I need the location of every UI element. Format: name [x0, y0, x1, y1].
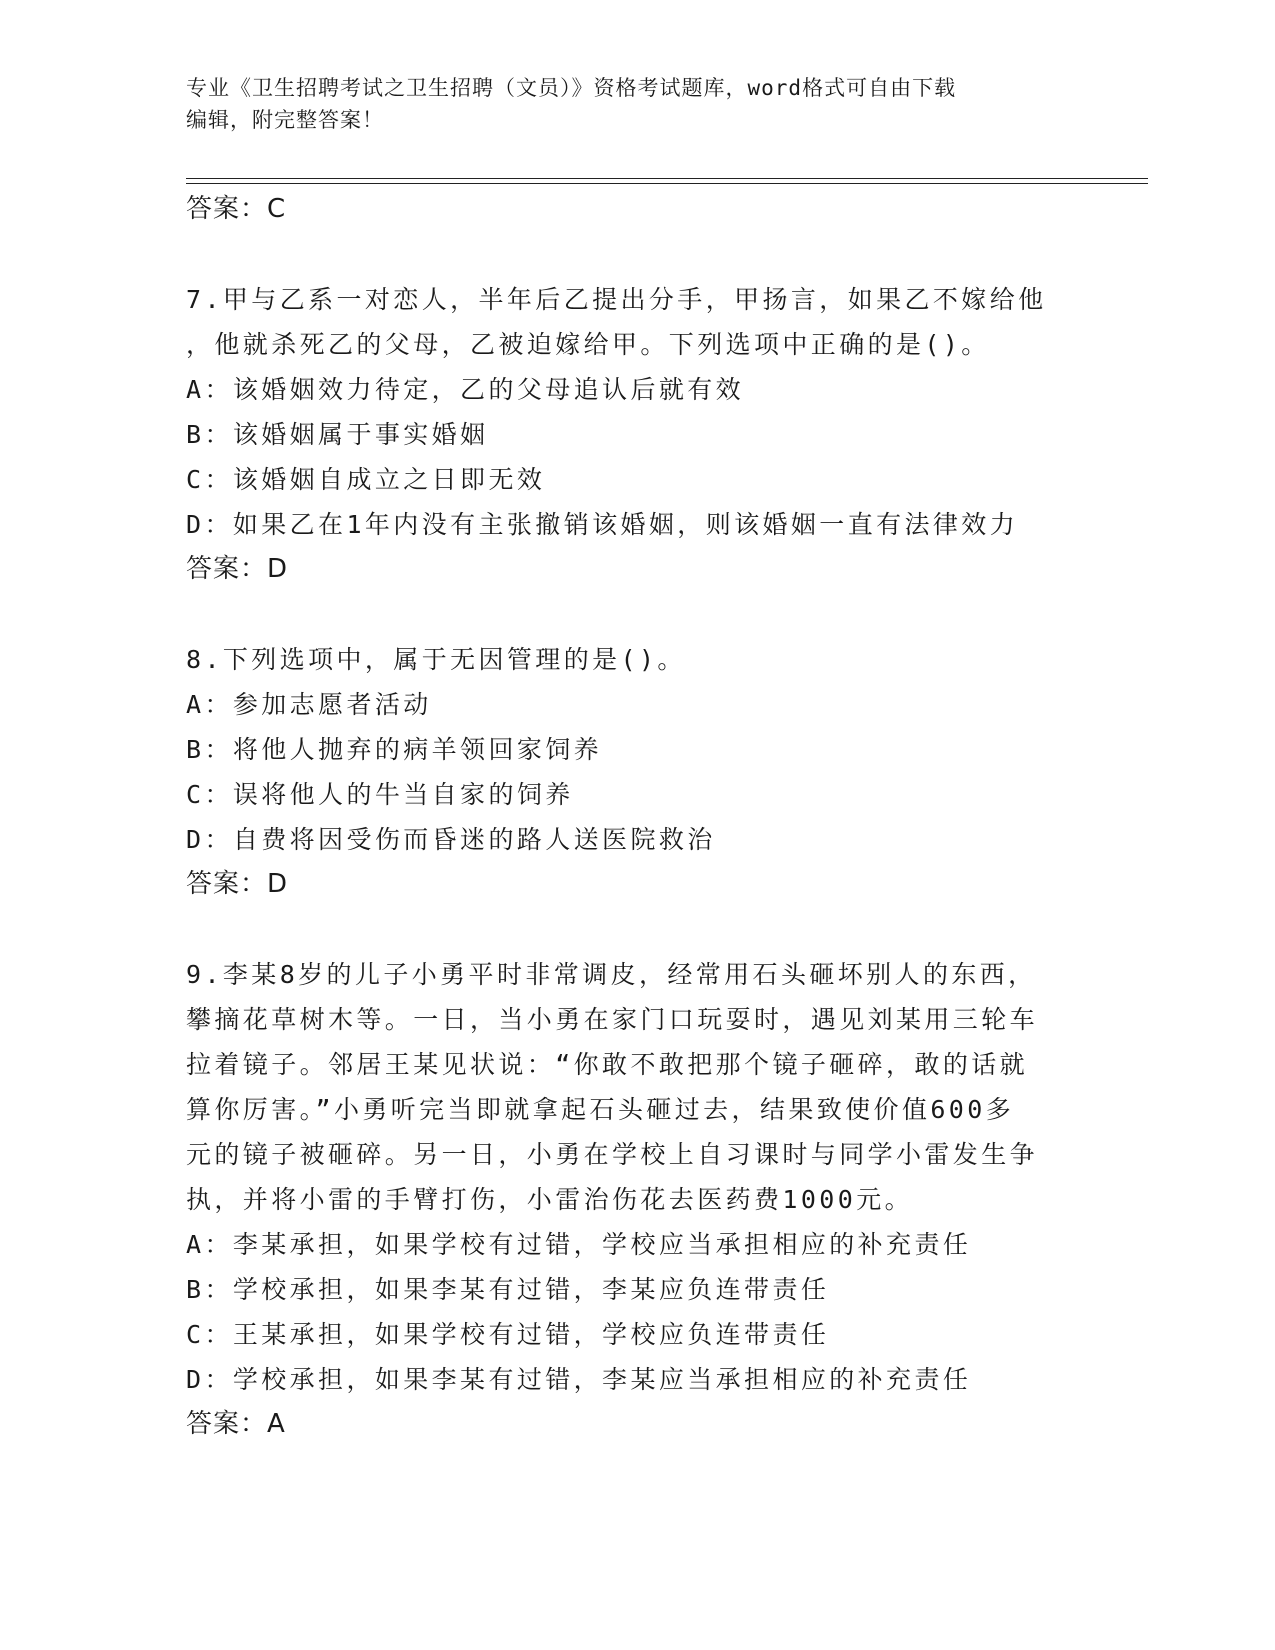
- question-8: [186, 637, 1186, 907]
- question-9: [186, 952, 1186, 1447]
- question-9-stem-line: 算你厉害。”小勇听完当即就拿起石头砸过去，结果致使价值600多: [186, 1095, 1015, 1124]
- question-8-answer: 答案：D: [186, 869, 289, 899]
- question-9-option-a: A：李某承担，如果学校有过错，学校应当承担相应的补充责任: [186, 1230, 972, 1259]
- question-9-option-b: B：学校承担，如果李某有过错，李某应负连带责任: [186, 1275, 830, 1304]
- spacer: [186, 592, 1186, 637]
- question-9-option-c: C：王某承担，如果学校有过错，学校应负连带责任: [186, 1320, 830, 1349]
- header-line-1: 专业《卫生招聘考试之卫生招聘（文员）》资格考试题库，word格式可自由下载: [186, 76, 957, 100]
- question-9-stem-line: 元的镜子被砸碎。另一日，小勇在学校上自习课时与同学小雷发生争: [186, 1140, 1039, 1169]
- question-9-stem-line: 攀摘花草树木等。一日，当小勇在家门口玩耍时，遇见刘某用三轮车: [186, 1005, 1039, 1034]
- question-9-answer: 答案：A: [186, 1409, 286, 1439]
- question-9-option-d: D：学校承担，如果李某有过错，李某应当承担相应的补充责任: [186, 1365, 972, 1394]
- question-8-option-d: D：自费将因受伤而昏迷的路人送医院救治: [186, 825, 716, 854]
- header-divider-top: [186, 178, 1148, 179]
- question-7-stem-line: ，他就杀死乙的父母，乙被迫嫁给甲。下列选项中正确的是()。: [186, 330, 990, 359]
- question-8-option-c: C：误将他人的牛当自家的饲养: [186, 780, 574, 809]
- question-9-stem-line: 执，并将小雷的手臂打伤，小雷治伤花去医药费1000元。: [186, 1185, 914, 1214]
- spacer: [186, 907, 1186, 952]
- document-header: [186, 72, 1086, 136]
- question-7-option-a: A：该婚姻效力待定，乙的父母追认后就有效: [186, 375, 745, 404]
- question-7-option-c: C：该婚姻自成立之日即无效: [186, 465, 546, 494]
- question-7-option-b: B：该婚姻属于事实婚姻: [186, 420, 489, 449]
- question-8-option-b: B：将他人抛弃的病羊领回家饲养: [186, 735, 603, 764]
- question-9-stem-line: 9.李某8岁的儿子小勇平时非常调皮，经常用石头砸坏别人的东西，: [186, 960, 1037, 989]
- answer-previous: 答案：C: [186, 194, 287, 224]
- header-divider-bottom: [186, 183, 1148, 184]
- question-content: [186, 187, 1186, 1447]
- question-7-answer: 答案：D: [186, 554, 289, 584]
- question-7-stem-line: 7.甲与乙系一对恋人，半年后乙提出分手，甲扬言，如果乙不嫁给他: [186, 285, 1047, 314]
- header-line-2: 编辑，附完整答案！: [186, 108, 384, 132]
- question-7-option-d: D：如果乙在1年内没有主张撤销该婚姻，则该婚姻一直有法律效力: [186, 510, 1019, 539]
- question-8-stem-line: 8.下列选项中，属于无因管理的是()。: [186, 645, 686, 674]
- question-8-option-a: A：参加志愿者活动: [186, 690, 432, 719]
- question-9-stem-line: 拉着镜子。邻居王某见状说：“你敢不敢把那个镜子砸碎，敢的话就: [186, 1050, 1029, 1079]
- spacer: [186, 232, 1186, 277]
- question-7: [186, 277, 1186, 592]
